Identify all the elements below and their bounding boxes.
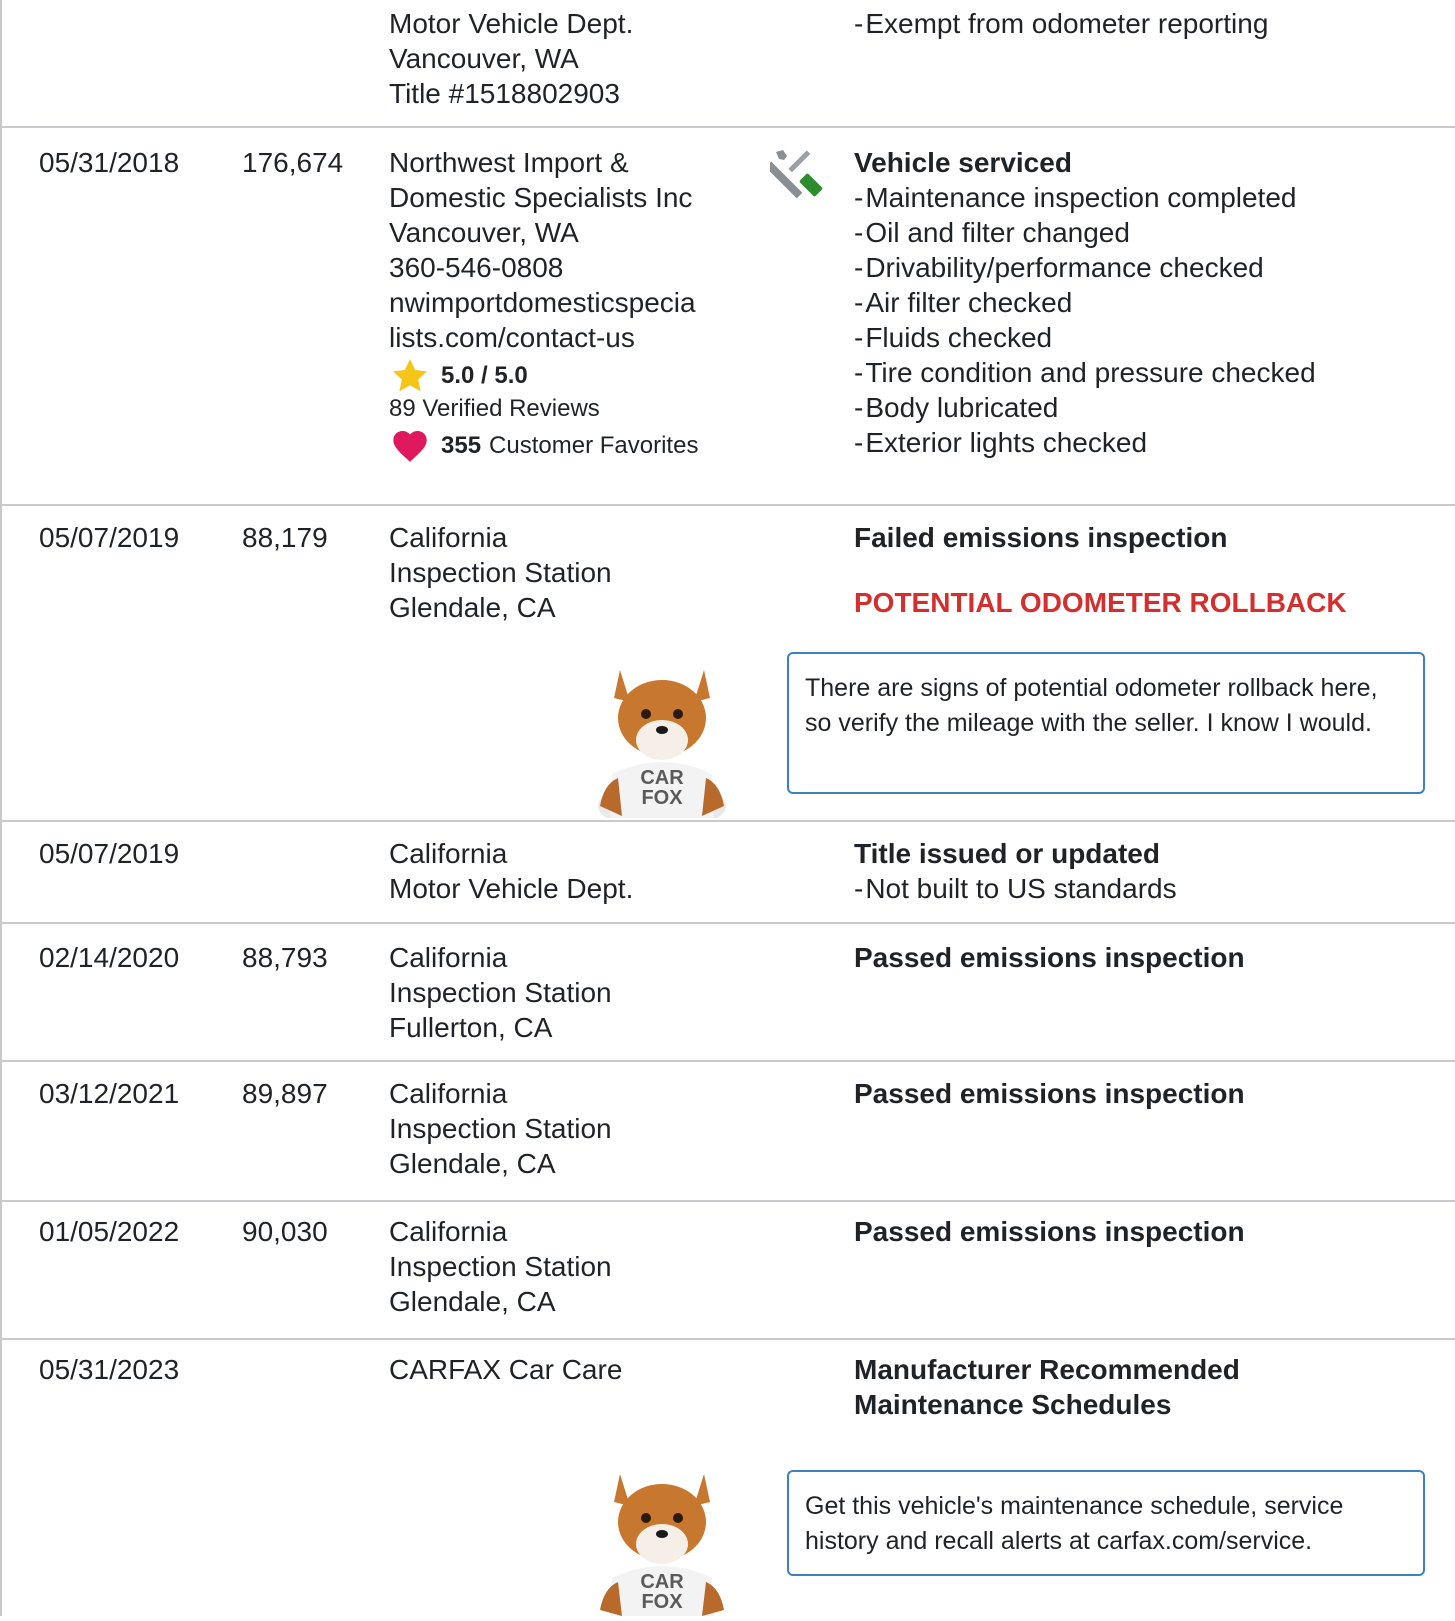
event-title: Passed emissions inspection: [854, 942, 1245, 973]
date-cell: 05/07/2019: [39, 838, 180, 869]
history-row: [2, 0, 1455, 128]
odometer-cell: 89,897: [242, 1078, 328, 1109]
odometer-rollback-alert: POTENTIAL ODOMETER ROLLBACK: [854, 587, 1347, 618]
star-icon: [389, 356, 431, 396]
comments-cell: - Exempt from odometer reporting: [854, 6, 1454, 41]
svg-text:CAR: CAR: [640, 767, 684, 789]
carfox-tip-box: There are signs of potential odometer rollback here, so verify the mileage with the seller. I know I would.: [787, 652, 1425, 794]
history-row: [2, 128, 1455, 506]
event-title: Vehicle serviced: [854, 147, 1072, 178]
history-row: [2, 1202, 1455, 1340]
history-row: [2, 1340, 1455, 1616]
history-row: [2, 506, 1455, 822]
reviews-link[interactable]: 89 Verified Reviews: [389, 395, 600, 422]
customer-favorites: 355 Customer Favorites: [389, 425, 759, 467]
event-title: Passed emissions inspection: [854, 1078, 1245, 1109]
odometer-cell: 176,674: [242, 147, 344, 178]
event-title: Passed emissions inspection: [854, 1216, 1245, 1247]
date-cell: 02/14/2020: [39, 942, 180, 973]
event-title: Failed emissions inspection: [854, 522, 1228, 553]
history-row: [2, 924, 1455, 1062]
svg-text:FOX: FOX: [641, 1591, 683, 1613]
odometer-cell: 90,030: [242, 1216, 328, 1247]
source-cell: CARFAX Car Care: [389, 1354, 623, 1385]
carfox-tip-box: Get this vehicle's maintenance schedule, service history and recall alerts at carfax.com/service.: [787, 1470, 1425, 1576]
history-row: [2, 1062, 1455, 1202]
source-cell: California Inspection Station Glendale, CA: [389, 522, 612, 623]
history-row: [2, 822, 1455, 924]
odometer-cell: 88,793: [242, 942, 328, 973]
date-cell: 05/31/2023: [39, 1354, 180, 1385]
source-cell: Motor Vehicle Dept. Vancouver, WA Title #1518802903: [389, 8, 634, 109]
event-title: Manufacturer Recommended: [854, 1354, 1240, 1385]
source-cell: Northwest Import & Domestic Specialists Inc Vancouver, WA 360-546-0808 nwimportdomesticspecia lists.com/contact-us 5.0 / 5.0 89 Verified Reviews 355 Customer Favorites: [389, 145, 759, 467]
svg-text:CAR: CAR: [640, 1571, 684, 1593]
source-cell: California Inspection Station Fullerton, CA: [389, 942, 612, 1043]
source-cell: California Motor Vehicle Dept.: [389, 838, 634, 904]
heart-icon: [389, 426, 431, 466]
comments-cell: [854, 940, 1454, 975]
dealer-rating: 5.0 / 5.0: [389, 355, 759, 397]
carfox-mascot: [592, 1460, 732, 1621]
dealer-website-link[interactable]: nwimportdomesticspecia: [389, 287, 696, 318]
date-cell: 01/05/2022: [39, 1216, 180, 1247]
svg-text:FOX: FOX: [641, 787, 683, 809]
comments-cell: [854, 1214, 1454, 1249]
wrench-screwdriver-icon: [770, 148, 830, 204]
source-cell: California Inspection Station Glendale, CA: [389, 1216, 612, 1317]
event-title: Title issued or updated: [854, 838, 1160, 869]
date-cell: 05/31/2018: [39, 147, 180, 178]
comments-cell: [854, 1076, 1454, 1111]
dealer-website-link[interactable]: lists.com/contact-us: [389, 322, 635, 353]
comments-cell: Vehicle serviced - Maintenance inspection completed - Oil and filter changed - Drivability/performance checked - Air filter checked - Fluids checked - Tire condition and pressure checked - Body lubricated - Exterior lights checked: [854, 145, 1454, 460]
comments-cell: Title issued or updated - Not built to US standards: [854, 836, 1454, 906]
comments-cell: [854, 520, 1454, 620]
event-title: Maintenance Schedules: [854, 1389, 1172, 1420]
carfox-mascot: [592, 656, 732, 823]
date-cell: 03/12/2021: [39, 1078, 180, 1109]
odometer-cell: 88,179: [242, 522, 328, 553]
date-cell: 05/07/2019: [39, 522, 180, 553]
source-cell: California Inspection Station Glendale, CA: [389, 1078, 612, 1179]
comments-cell: [854, 1352, 1454, 1422]
